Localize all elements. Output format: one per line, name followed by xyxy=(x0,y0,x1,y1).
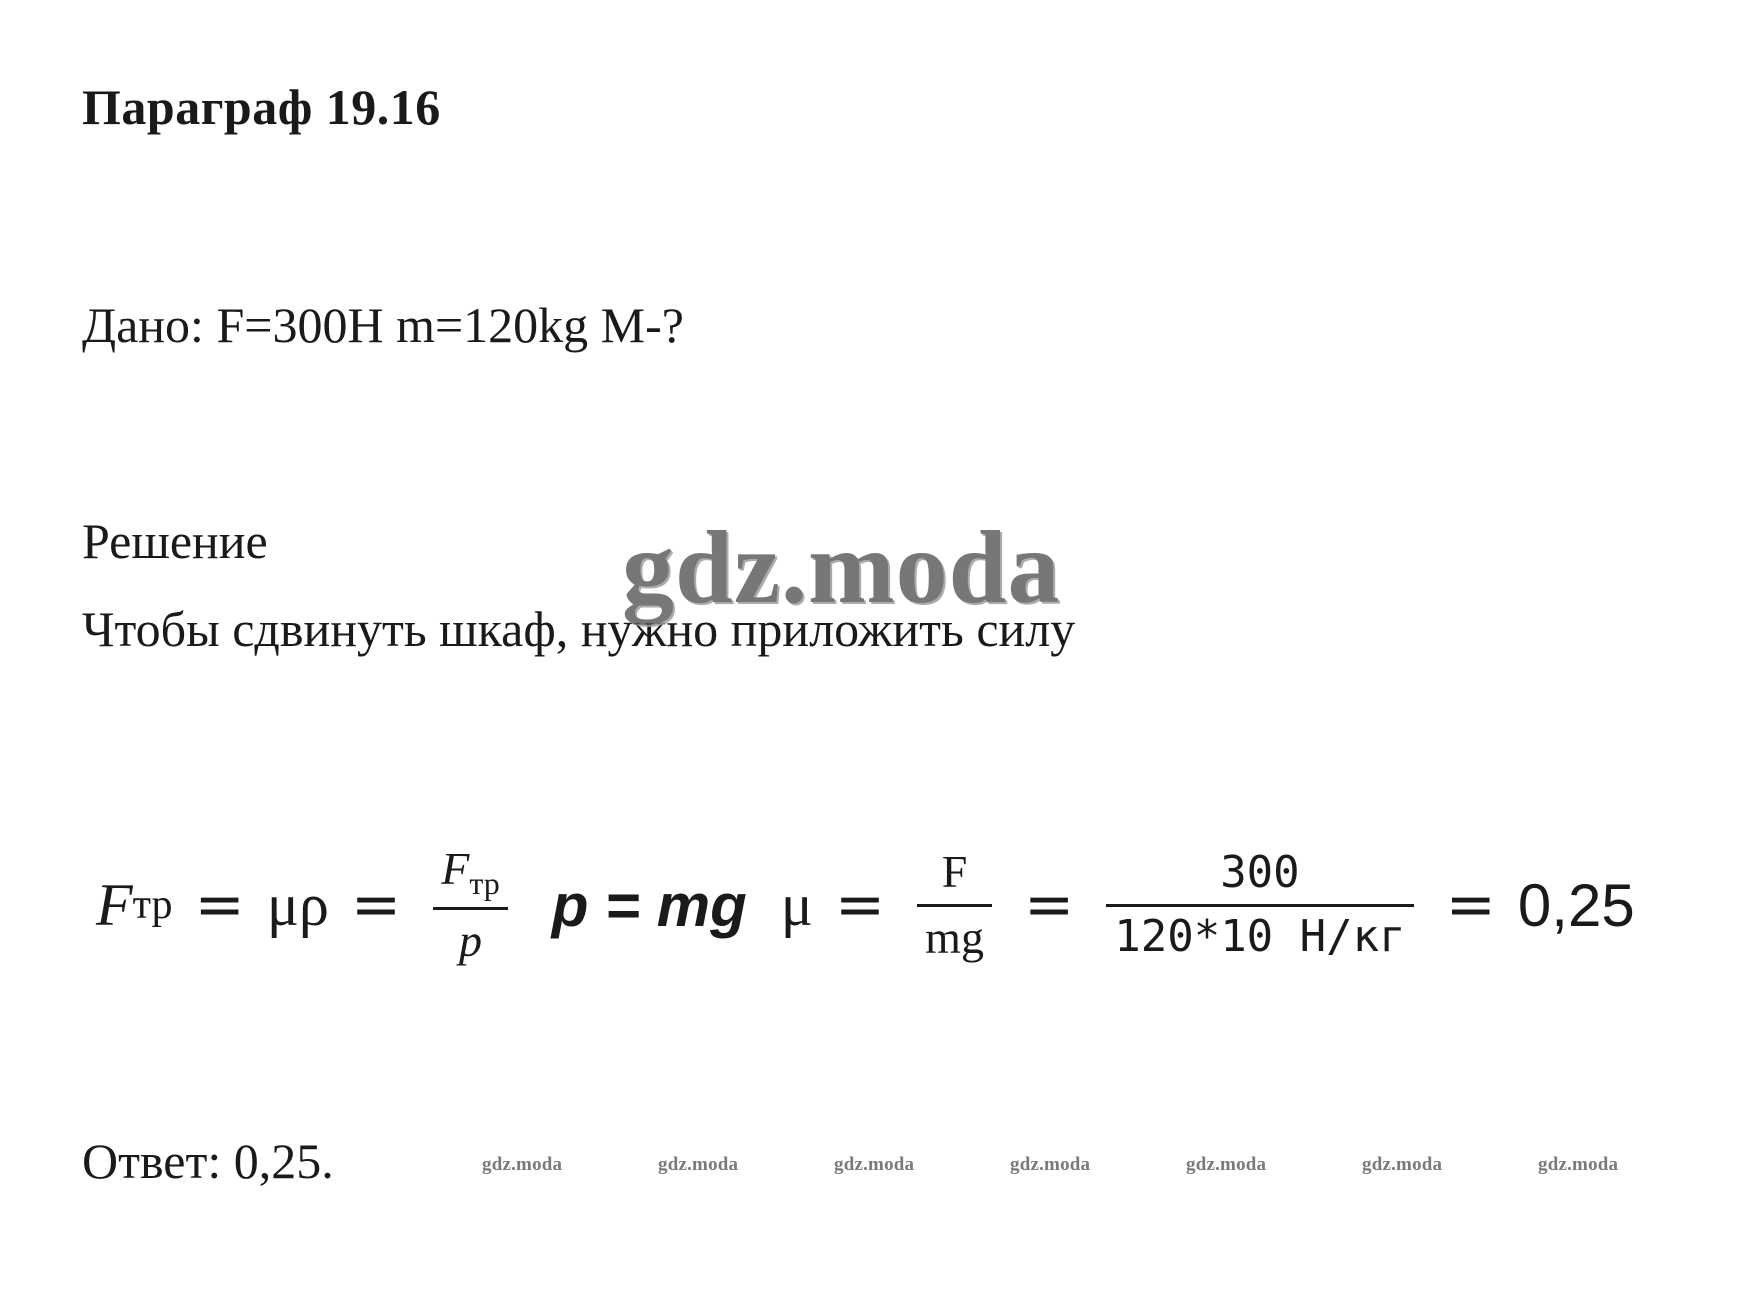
force-subscript: тр xyxy=(132,882,173,928)
fraction-bar xyxy=(433,907,507,910)
footer-watermarks xyxy=(0,1154,1759,1184)
watermark-small: gdz.moda xyxy=(1186,1154,1267,1175)
force-letter: F xyxy=(96,871,133,938)
fraction-denominator: p xyxy=(458,914,482,966)
formula-result: 0,25 xyxy=(1517,871,1635,939)
mu-rho-term: μρ xyxy=(266,871,329,938)
watermark-small: gdz.moda xyxy=(482,1154,563,1175)
fraction-denominator: mg xyxy=(925,911,984,963)
watermark-logo: gdz.moda xyxy=(622,510,1061,625)
fraction-numerator: F xyxy=(941,845,968,897)
answer-text: Ответ: 0,25. xyxy=(82,1133,334,1189)
fraction-bar xyxy=(917,904,992,907)
equals-sign: = xyxy=(350,870,402,940)
fraction-values xyxy=(1106,849,1413,961)
fraction-numerator: 300 xyxy=(1220,847,1300,899)
watermark-small: gdz.moda xyxy=(834,1154,915,1175)
watermark-small: gdz.moda xyxy=(658,1154,739,1175)
watermark-small: gdz.moda xyxy=(1362,1154,1443,1175)
fraction-bar xyxy=(1106,904,1413,907)
equals-sign: = xyxy=(1023,870,1075,940)
watermark-small: gdz.moda xyxy=(1010,1154,1091,1175)
p-equals-mg: p = mg xyxy=(551,871,747,939)
given-data: Дано: F=300Н m=120kg M-? xyxy=(82,297,684,353)
fraction-ftr-over-p xyxy=(433,844,507,967)
page-title: Параграф 19.16 xyxy=(82,79,441,135)
equals-sign: = xyxy=(1445,870,1496,940)
force-letter: F xyxy=(441,842,470,894)
solution-heading: Решение xyxy=(82,513,268,569)
friction-force-symbol xyxy=(96,871,173,940)
fraction-numerator xyxy=(433,844,507,901)
watermark-small: gdz.moda xyxy=(1538,1154,1619,1175)
equals-sign: = xyxy=(194,870,245,940)
equals-sign: = xyxy=(834,870,886,940)
force-subscript: тр xyxy=(469,864,500,901)
friction-formula xyxy=(96,820,1676,990)
fraction-f-over-mg xyxy=(917,847,992,963)
mu-symbol: μ xyxy=(780,871,813,938)
solution-text: Чтобы сдвинуть шкаф, нужно приложить силу xyxy=(82,601,1076,657)
fraction-denominator: 120*10 Н/кг xyxy=(1114,910,1406,962)
